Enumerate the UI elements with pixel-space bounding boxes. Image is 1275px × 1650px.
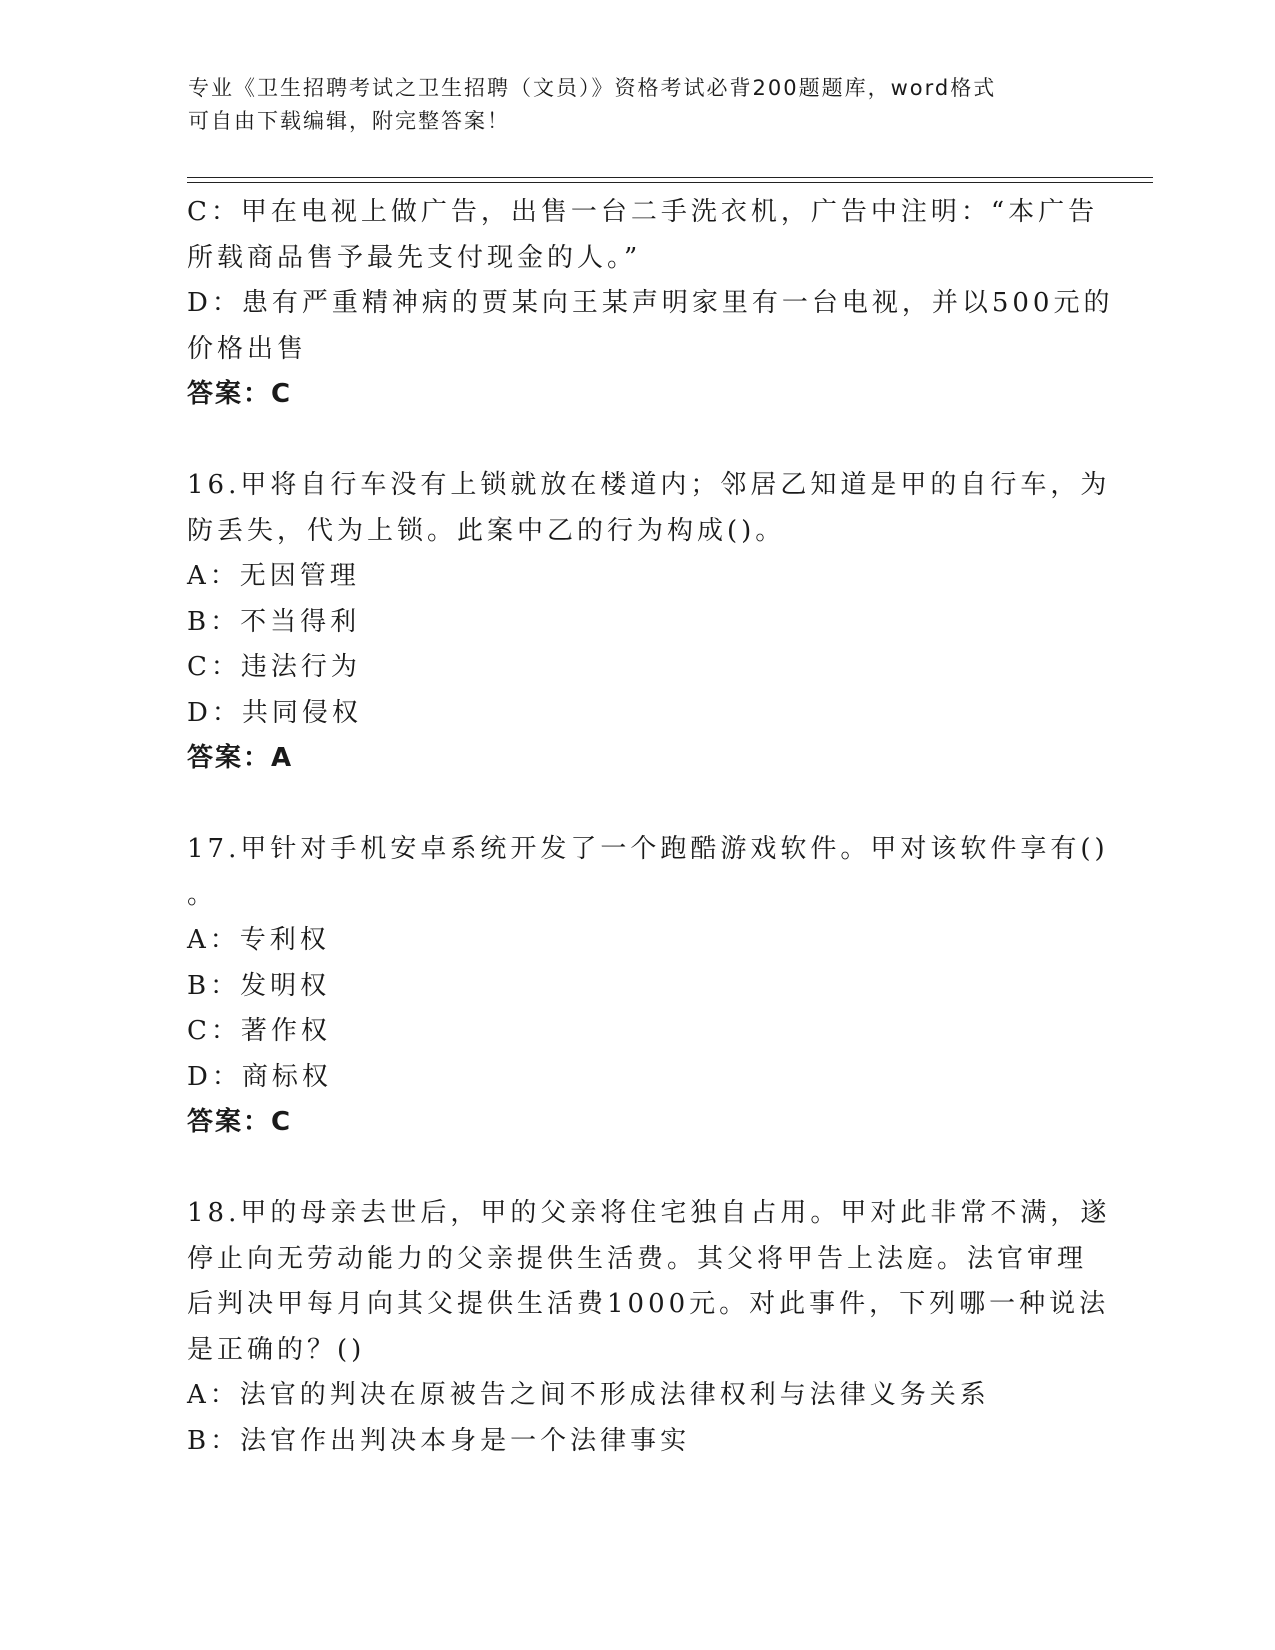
page-header [188, 72, 1088, 138]
question-stem-line: 。 [187, 879, 218, 910]
spacer [187, 782, 1087, 828]
question-16 [187, 463, 1111, 782]
option-a: A：无因管理 [187, 561, 360, 591]
option-d-line: D：患有严重精神病的贾某向王某声明家里有一台电视，并以500元的 [187, 288, 1114, 318]
option-c: C：著作权 [187, 1016, 331, 1046]
question-stem-line: 后判决甲每月向其父提供生活费1000元。对此事件，下列哪一种说法 [187, 1289, 1110, 1319]
option-c: C：违法行为 [187, 652, 361, 682]
option-b: B：发明权 [187, 970, 331, 1001]
answer-line: 答案：C [187, 379, 293, 409]
question-content [187, 190, 1114, 1464]
option-d-line: 价格出售 [187, 333, 308, 364]
answer-line: 答案：C [187, 1107, 293, 1137]
question-stem-line: 是正确的？() [187, 1334, 366, 1365]
spacer [187, 1146, 1087, 1192]
header-line: 可自由下载编辑，附完整答案！ [188, 109, 510, 133]
question-15-tail [187, 190, 1114, 418]
option-c-line: C：甲在电视上做广告，出售一台二手洗衣机，广告中注明：“本广告 [187, 197, 1099, 227]
question-17 [187, 827, 1109, 1146]
option-d: D：商标权 [187, 1061, 332, 1092]
question-stem-line: 16.甲将自行车没有上锁就放在楼道内；邻居乙知道是甲的自行车，为 [187, 470, 1111, 500]
answer-line: 答案：A [187, 743, 294, 773]
option-b: B：不当得利 [187, 606, 361, 637]
question-stem-line: 防丢失，代为上锁。此案中乙的行为构成()。 [187, 515, 786, 546]
question-stem-line: 停止向无劳动能力的父亲提供生活费。其父将甲告上法庭。法官审理 [187, 1243, 1088, 1274]
header-line: 专业《卫生招聘考试之卫生招聘（文员）》资格考试必背200题题库，word格式 [188, 76, 997, 100]
question-stem-line: 17.甲针对手机安卓系统开发了一个跑酷游戏软件。甲对该软件享有() [187, 834, 1109, 864]
option-c-line: 所载商品售予最先支付现金的人。” [187, 242, 642, 273]
option-a: A：专利权 [187, 925, 330, 955]
option-d: D：共同侵权 [187, 697, 362, 728]
header-rule-bottom [187, 182, 1153, 183]
header-rule-top [187, 177, 1153, 178]
question-18 [187, 1191, 1111, 1464]
option-b: B：法官作出判决本身是一个法律事实 [187, 1425, 691, 1456]
spacer [187, 418, 1087, 464]
option-a: A：法官的判决在原被告之间不形成法律权利与法律义务关系 [187, 1380, 990, 1410]
question-stem-line: 18.甲的母亲去世后，甲的父亲将住宅独自占用。甲对此非常不满，遂 [187, 1198, 1111, 1228]
